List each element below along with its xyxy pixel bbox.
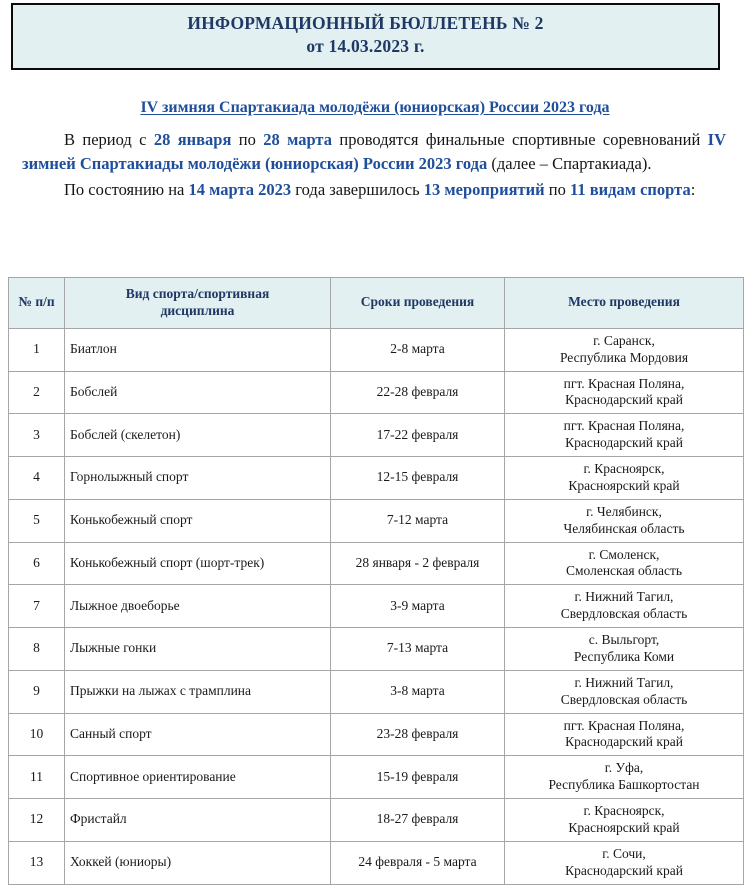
paragraph-2: По состоянию на 14 марта 2023 года завершилось 13 мероприятий по 11 видам спорта:	[64, 179, 696, 199]
cell-dates: 22-28 февраля	[331, 371, 505, 414]
place-city: г. Челябинск,	[586, 503, 662, 519]
highlighted-text: 28 марта	[263, 130, 332, 149]
table-row	[9, 414, 744, 457]
table-row	[9, 542, 744, 585]
cell-place	[505, 585, 744, 628]
place-city: пгт. Красная Поляна,	[563, 418, 685, 434]
place-city: г. Нижний Тагил,	[574, 674, 674, 690]
highlighted-text: 13 мероприятий	[423, 179, 545, 199]
highlighted-text: IV зимней Спартакиады молодёжи (юниорская) России 2023 года	[22, 130, 726, 173]
schedule-table	[8, 277, 744, 885]
cell-dates: 3-9 марта	[331, 585, 505, 628]
cell-place	[505, 756, 744, 799]
cell-dates: 7-13 марта	[331, 628, 505, 671]
cell-number: 6	[9, 542, 65, 585]
cell-sport: Лыжное двоеборье	[65, 585, 331, 628]
cell-sport: Лыжные гонки	[65, 628, 331, 671]
place-region: Краснодарский край	[565, 392, 683, 408]
cell-dates: 23-28 февраля	[331, 713, 505, 756]
place-region: Республика Мордовия	[559, 349, 689, 365]
cell-dates: 18-27 февраля	[331, 799, 505, 842]
place-city: пгт. Красная Поляна,	[563, 717, 685, 733]
column-header-number: № п/п	[9, 278, 65, 329]
cell-dates: 12-15 февраля	[331, 457, 505, 500]
paragraph-1: В период с 28 января по 28 марта проводятся финальные спортивные соревнований IV зимней Спартакиады молодёжи (юниорская) России 2023 года (далее – Спартакиада).	[22, 130, 726, 173]
cell-number: 2	[9, 371, 65, 414]
cell-dates: 24 февраля - 5 марта	[331, 841, 505, 884]
cell-number: 5	[9, 499, 65, 542]
table-row	[9, 328, 744, 371]
cell-place	[505, 542, 744, 585]
cell-place	[505, 628, 744, 671]
place-city: г. Уфа,	[604, 760, 644, 776]
cell-sport: Горнолыжный спорт	[65, 457, 331, 500]
highlighted-text: 14 марта 2023	[188, 179, 292, 199]
place-region: Республика Коми	[573, 648, 675, 664]
cell-sport: Прыжки на лыжах с трамплина	[65, 670, 331, 713]
table-row	[9, 756, 744, 799]
cell-sport: Санный спорт	[65, 713, 331, 756]
cell-place	[505, 499, 744, 542]
cell-sport: Бобслей (скелетон)	[65, 414, 331, 457]
cell-number: 7	[9, 585, 65, 628]
column-header-place: Место проведения	[505, 278, 744, 329]
place-city: пгт. Красная Поляна,	[563, 375, 685, 391]
cell-sport: Конькобежный спорт	[65, 499, 331, 542]
cell-place	[505, 371, 744, 414]
cell-sport: Конькобежный спорт (шорт-трек)	[65, 542, 331, 585]
cell-sport: Бобслей	[65, 371, 331, 414]
place-city: г. Красноярск,	[583, 461, 665, 476]
event-subtitle: IV зимняя Спартакиада молодёжи (юниорская) России 2023 года	[140, 99, 610, 116]
cell-place	[505, 841, 744, 884]
table-row	[9, 713, 744, 756]
place-city: г. Саранск,	[593, 332, 655, 348]
cell-place	[505, 414, 744, 457]
cell-dates: 15-19 февраля	[331, 756, 505, 799]
table-body	[9, 328, 744, 884]
place-region: Челябинская область	[563, 520, 685, 536]
cell-number: 10	[9, 713, 65, 756]
cell-sport: Хоккей (юниоры)	[65, 841, 331, 884]
table-row	[9, 628, 744, 671]
cell-number: 11	[9, 756, 65, 799]
cell-number: 13	[9, 841, 65, 884]
cell-number: 1	[9, 328, 65, 371]
cell-place	[505, 457, 744, 500]
cell-number: 9	[9, 670, 65, 713]
place-city: г. Сочи,	[602, 845, 646, 861]
column-header-dates: Сроки проведения	[331, 278, 505, 329]
cell-dates: 2-8 марта	[331, 328, 505, 371]
place-region: Республика Башкортостан	[548, 777, 700, 793]
place-region: Красноярский край	[568, 819, 680, 835]
place-region: Краснодарский край	[565, 734, 683, 750]
cell-number: 12	[9, 799, 65, 842]
cell-place	[505, 328, 744, 371]
cell-sport: Биатлон	[65, 328, 331, 371]
highlighted-text: 11 видам спорта	[570, 179, 691, 199]
place-city: г. Смоленск,	[588, 546, 660, 562]
cell-place	[505, 670, 744, 713]
place-city: с. Выльгорт,	[588, 632, 660, 647]
table-row	[9, 799, 744, 842]
place-region: Свердловская область	[560, 691, 688, 707]
table-head	[9, 278, 744, 329]
table-row	[9, 499, 744, 542]
cell-dates: 3-8 марта	[331, 670, 505, 713]
cell-sport: Фристайл	[65, 799, 331, 842]
cell-dates: 17-22 февраля	[331, 414, 505, 457]
table-row	[9, 371, 744, 414]
cell-number: 4	[9, 457, 65, 500]
cell-place	[505, 713, 744, 756]
cell-sport: Спортивное ориентирование	[65, 756, 331, 799]
cell-dates: 28 января - 2 февраля	[331, 542, 505, 585]
place-city: г. Нижний Тагил,	[574, 589, 674, 605]
table-row	[9, 585, 744, 628]
table-row	[9, 841, 744, 884]
place-city: г. Красноярск,	[583, 803, 665, 818]
bulletin-title-line-2: от 14.03.2023 г.	[306, 35, 425, 56]
cell-dates: 7-12 марта	[331, 499, 505, 542]
highlighted-text: 28 января	[153, 130, 232, 149]
place-region: Красноярский край	[568, 477, 680, 493]
place-region: Свердловская область	[560, 606, 688, 622]
table-row	[9, 457, 744, 500]
bulletin-title-line-1: ИНФОРМАЦИОННЫЙ БЮЛЛЕТЕНЬ № 2	[187, 13, 544, 33]
table-row	[9, 670, 744, 713]
body-text	[22, 128, 726, 202]
place-region: Смоленская область	[565, 563, 683, 579]
place-region: Краснодарский край	[565, 435, 683, 451]
cell-number: 3	[9, 414, 65, 457]
cell-number: 8	[9, 628, 65, 671]
table-header-row	[9, 278, 744, 329]
cell-place	[505, 799, 744, 842]
bulletin-title-box	[11, 3, 720, 70]
schedule-table-wrap	[8, 277, 743, 885]
place-region: Краснодарский край	[565, 862, 683, 878]
column-header-sport: Вид спорта/спортивная дисциплина	[65, 278, 331, 329]
